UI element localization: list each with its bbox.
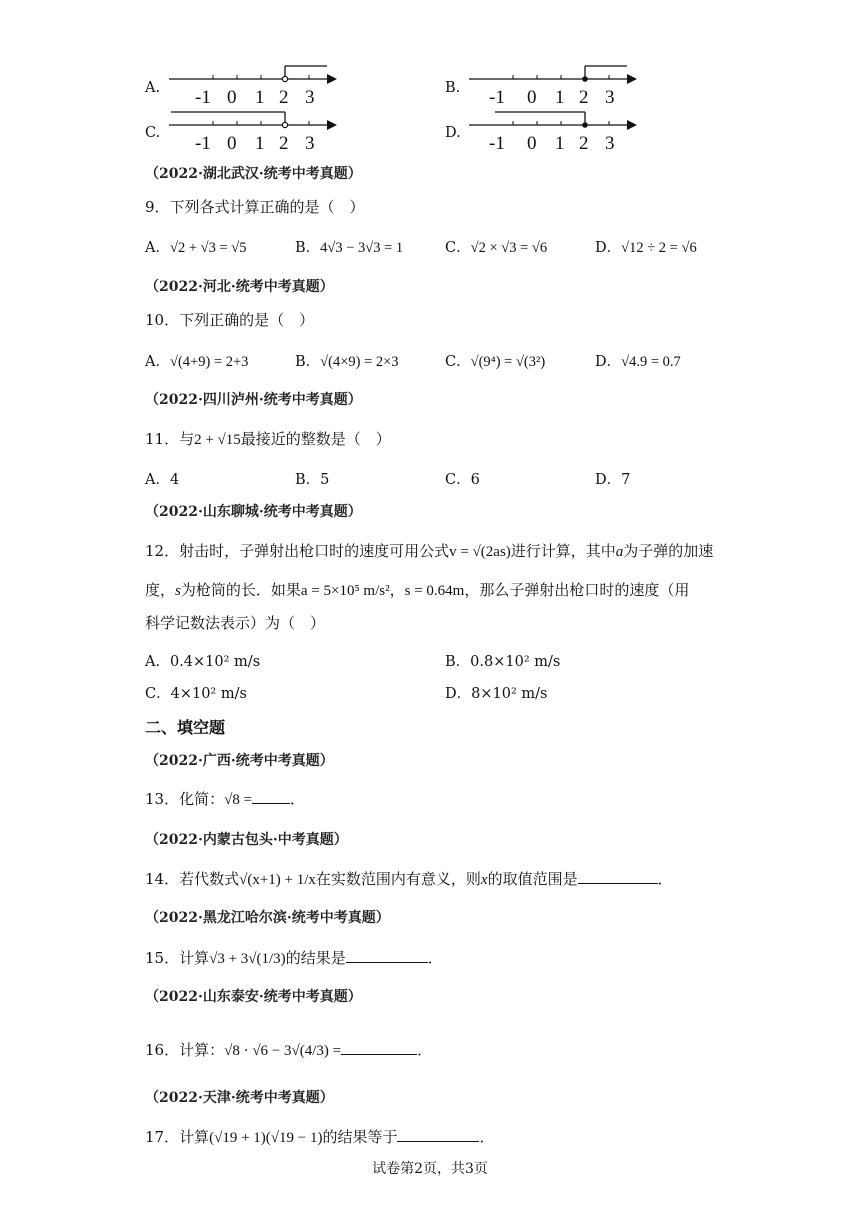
q9-option-b-expr: 4√3 − 3√3 = 1 (320, 240, 404, 256)
q14-stem: 14．若代数式√(x+1) + 1/x在实数范围内有意义，则x的取值范围是 ． (145, 870, 673, 888)
q15-source: （2022·黑龙江哈尔滨·统考中考真题） (145, 910, 390, 926)
q12-option-c: C．4×10² m/s (145, 686, 247, 702)
tick-label: 0 (527, 87, 537, 108)
q14-answer-blank[interactable] (578, 883, 658, 884)
q13-source: （2022·广西·统考中考真题） (145, 753, 334, 769)
q10-option-b-expr: √(4×9) = 2×3 (320, 354, 399, 370)
q15-expr: √3 + 3√(1/3) (209, 951, 286, 967)
q11-source: （2022·四川泸州·统考中考真题） (145, 392, 362, 408)
page-footer: 试卷第2页，共3页 (372, 1161, 488, 1177)
q15-stem: 15．计算√3 + 3√(1/3)的结果是 ． (145, 949, 443, 967)
q9-option-c-expr: √2 × √3 = √6 (470, 240, 548, 256)
q10-option-d-expr: √4.9 = 0.7 (621, 354, 681, 370)
q13-answer-blank[interactable] (252, 803, 290, 804)
tick-label: 3 (305, 133, 315, 154)
tick-label: 3 (605, 133, 615, 154)
q12-option-b: B．0.8×10² m/s (445, 654, 561, 670)
q10-option-c-expr: √(9⁴) = √(3²) (470, 354, 546, 370)
q13-expr: √8 = (224, 792, 253, 808)
q8-option-c-letter: C. (145, 125, 161, 141)
q8-option-d-letter: D. (445, 125, 461, 141)
tick-label: 1 (555, 87, 565, 108)
q8-option-a-number-line (165, 62, 345, 108)
section-fill-in-title: 二、填空题 (145, 718, 226, 737)
tick-label: 1 (255, 133, 265, 154)
q12-source: （2022·山东聊城·统考中考真题） (145, 504, 362, 520)
tick-label: 3 (605, 87, 615, 108)
q11-option-a: A．4 (145, 472, 180, 488)
q10-option-b: B．√(4×9) = 2×3 (295, 354, 399, 370)
q10-option-a: A．√(4+9) = 2+3 (145, 354, 249, 370)
tick-label: 3 (305, 87, 315, 108)
q10-source: （2022·河北·统考中考真题） (145, 279, 334, 295)
q10-stem: 10．下列正确的是（ ） (145, 311, 315, 329)
q12-line-3: 科学记数法表示）为（ ） (145, 614, 326, 632)
tick-label: -1 (195, 87, 211, 108)
q10-option-d: D．√4.9 = 0.7 (595, 354, 681, 370)
q9-option-d: D．√12 ÷ 2 = √6 (595, 240, 697, 256)
q17-source: （2022·天津·统考中考真题） (145, 1090, 334, 1106)
q14-source: （2022·内蒙古包头·中考真题） (145, 832, 348, 848)
q12-formula: v = √(2as) (449, 544, 511, 560)
tick-label: 2 (279, 87, 289, 108)
tick-label: 2 (279, 133, 289, 154)
q9-option-a: A．√2 + √3 = √5 (145, 240, 247, 256)
q14-expr: √(x+1) + 1/x (239, 872, 316, 888)
q10-option-a-expr: √(4+9) = 2+3 (169, 354, 249, 370)
q12-s-value: s = 0.64m (404, 583, 465, 599)
q8-option-a-letter: A. (145, 80, 161, 96)
q12-option-a: A．0.4×10² m/s (145, 654, 261, 670)
q11-option-d: D．7 (595, 472, 631, 488)
q9-option-d-expr: √12 ÷ 2 = √6 (621, 240, 697, 256)
q16-stem: 16．计算：√8 · √6 − 3√(4/3) = ． (145, 1041, 433, 1059)
q9-option-a-expr: √2 + √3 = √5 (169, 240, 247, 256)
q10-option-c: C．√(9⁴) = √(3²) (445, 354, 546, 370)
tick-label: 0 (227, 87, 237, 108)
tick-label: 2 (579, 87, 589, 108)
q12-option-d: D．8×10² m/s (445, 686, 548, 702)
q9-option-b: B．4√3 − 3√3 = 1 (295, 240, 404, 256)
q8-option-b-number-line (465, 62, 645, 108)
q13-stem: 13．化简：√8 = ． (145, 790, 306, 808)
q8-option-d-number-line (465, 108, 645, 154)
tick-label: -1 (489, 87, 505, 108)
q12-a-value: a = 5×10⁵ m/s² (300, 583, 390, 599)
q11-option-c: C．6 (445, 472, 480, 488)
q17-stem: 17．计算(√19 + 1)(√19 − 1)的结果等于 ． (145, 1128, 495, 1146)
tick-label: -1 (489, 133, 505, 154)
q9-stem: 9．下列各式计算正确的是（ ） (145, 198, 365, 216)
tick-label: 1 (255, 87, 265, 108)
q8-option-c-number-line (165, 108, 345, 154)
q8-option-b-letter: B. (445, 80, 461, 96)
q11-stem: 11．与2 + √15最接近的整数是（ ） (145, 430, 391, 448)
q16-expr: √8 · √6 − 3√(4/3) = (224, 1043, 342, 1059)
q12-line-1: 12．射击时，子弹射出枪口时的速度可用公式v = √(2as)进行计算，其中a为子弹的加速 (145, 542, 714, 560)
q17-expr: (√19 + 1)(√19 − 1) (209, 1130, 323, 1146)
q9-source: （2022·湖北武汉·统考中考真题） (145, 166, 362, 182)
tick-label: 1 (555, 133, 565, 154)
q17-answer-blank[interactable] (397, 1141, 479, 1142)
tick-label: 2 (579, 133, 589, 154)
q12-line-2: 度，s为枪筒的长．如果a = 5×10⁵ m/s²，s = 0.64m，那么子弹射出枪口时的速度（用 (145, 581, 690, 599)
tick-label: 0 (527, 133, 537, 154)
q9-option-c: C．√2 × √3 = √6 (445, 240, 548, 256)
tick-label: 0 (227, 133, 237, 154)
tick-label: -1 (195, 133, 211, 154)
q15-answer-blank[interactable] (346, 962, 428, 963)
q11-option-b: B．5 (295, 472, 330, 488)
q16-source: （2022·山东泰安·统考中考真题） (145, 989, 362, 1005)
q16-answer-blank[interactable] (341, 1054, 417, 1055)
q11-expr: 2 + √15 (194, 432, 241, 448)
